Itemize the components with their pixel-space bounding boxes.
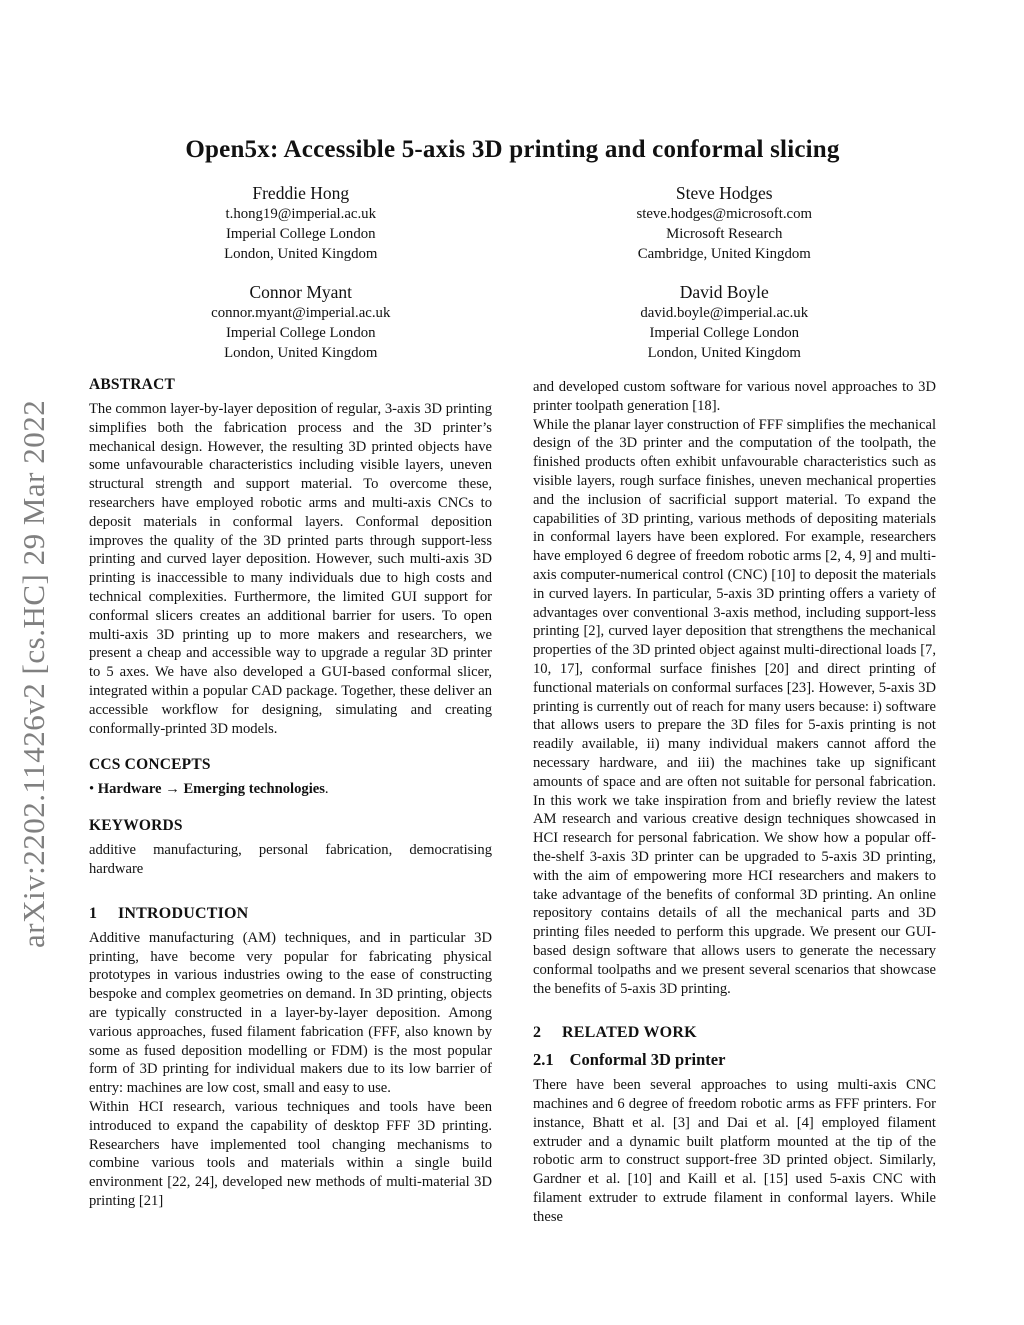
- author-location: London, United Kingdom: [647, 345, 801, 361]
- subsection-number: 2.1: [533, 1050, 554, 1070]
- author-email: t.hong19@imperial.ac.uk: [225, 206, 376, 222]
- keywords-text: additive manufacturing, personal fabrication, democratising hardware: [89, 842, 492, 877]
- subsection-heading-conformal-3d-printer: [533, 1050, 936, 1070]
- ccs-concept: Emerging technologies: [183, 781, 325, 798]
- authors-block: [89, 182, 936, 363]
- paper-page: [89, 0, 936, 1227]
- section-heading-related-work: [533, 1024, 936, 1042]
- author-block-david-boyle: [513, 281, 937, 363]
- section-number: 2: [533, 1024, 542, 1042]
- section-title: RELATED WORK: [562, 1024, 697, 1042]
- author-name: Steve Hodges: [675, 183, 773, 203]
- related-work-paragraph: There have been several approaches to using multi-axis CNC machines and 6 degree of freedom robotic arms as FFF printers. For instance, Bhatt et al. [3] and Dai et al. [4] employed filament extruder and a dynamic built platform mounted at the tip of the robotic arm to construct support-free 3D printed object. Similarly, Gardner et al. [10] and Kaill et al. [15] used 5-axis CNC with filament extruder to extrude filament in conformal layers. While these: [533, 1077, 936, 1225]
- arxiv-watermark: arXiv:2202.11426v2 [cs.HC] 29 Mar 2022: [16, 399, 51, 948]
- intro-paragraph-2: Within HCI research, various techniques and tools have been introduced to expand the capability of desktop FFF 3D printing. Researchers have implemented tool changing mechanisms to combine various tools and materials within a single build environment [22, 24], developed new methods of multi-material 3D printing [21]: [89, 1098, 492, 1209]
- author-location: London, United Kingdom: [224, 345, 378, 361]
- author-block-connor-myant: [89, 281, 513, 363]
- author-name: Connor Myant: [249, 282, 353, 302]
- paper-title: Open5x: Accessible 5-axis 3D printing and conformal slicing: [185, 136, 840, 163]
- author-affiliation: Microsoft Research: [666, 226, 783, 242]
- author-name: David Boyle: [679, 282, 769, 302]
- author-block-freddie-hong: [89, 182, 513, 264]
- two-column-body: [89, 376, 936, 1227]
- intro-paragraph-1: Additive manufacturing (AM) techniques, and in particular 3D printing, have become very popular for fabricating physical prototypes in various industries owing to the ease of constructing bespoke and complex geometries on demand. In 3D printing, objects are typically constructed in a layer-by-layer deposition. Among various approaches, fused filament fabrication (FFF, also known by some as fused deposition modelling or FDM) is the most popular form of 3D printing for individual makers due to its low barrier of entry: machines are low cost, small and easy to use.: [89, 929, 492, 1097]
- author-email: connor.myant@imperial.ac.uk: [211, 305, 391, 321]
- subsection-title: Conformal 3D printer: [569, 1050, 726, 1070]
- right-column: [533, 376, 936, 1227]
- ccs-period: .: [324, 781, 329, 798]
- author-affiliation: Imperial College London: [225, 325, 376, 341]
- section-title: INTRODUCTION: [118, 904, 249, 922]
- continued-paragraph: and developed custom software for various novel approaches to 3D printer toolpath generation [18].: [533, 379, 936, 414]
- abstract-text: The common layer-by-layer deposition of regular, 3-axis 3D printing simplifies both the fabrication process and the 3D printer’s mechanical design. However, the resulting 3D printed objects have some unfavourable characteristics including visible layers, uneven structural strength and support material. To overcome these, researchers have employed robotic arms and multi-axis CNCs to deposit materials in conformal layers. Conformal deposition improves the quality of the 3D printed parts through support-less printing and curved layer deposition. However, such multi-axis 3D printing is inaccessible to many individuals due to high costs and technical complexities. Furthermore, the limited GUI support for conformal slicers creates an additional barrier for users. To open multi-axis 3D printing up to more makers and researchers, we present a cheap and accessible way to upgrade a regular 3D printer to 5 axes. We have also developed a GUI-based conformal slicer, integrated within a popular CAD package. Together, these deliver an accessible workflow for designing, simulating and creating conformally-printed 3D models.: [89, 401, 492, 737]
- author-block-steve-hodges: [513, 182, 937, 264]
- section-heading-introduction: [89, 905, 492, 923]
- author-email: david.boyle@imperial.ac.uk: [640, 305, 809, 321]
- author-affiliation: Imperial College London: [225, 226, 376, 242]
- ccs-category: Hardware: [97, 781, 162, 798]
- author-location: Cambridge, United Kingdom: [637, 246, 811, 262]
- ccs-bullet: •: [89, 781, 95, 798]
- author-email: steve.hodges@microsoft.com: [636, 206, 813, 222]
- left-column: [89, 376, 492, 1227]
- author-affiliation: Imperial College London: [649, 325, 800, 341]
- keywords-heading: KEYWORDS: [89, 817, 183, 835]
- abstract-heading: ABSTRACT: [89, 376, 176, 393]
- ccs-arrow: →: [165, 781, 180, 798]
- ccs-concepts-heading: CCS CONCEPTS: [89, 756, 211, 774]
- fff-discussion-paragraph: While the planar layer construction of FFF simplifies the mechanical design of the 3D printer and the computation of the toolpath, the finished products often exhibit unfavourable characteristics such as visible layers, rough surface finishes, uneven mechanical properties and the inclusion of sacrificial support material. To expand the capabilities of 3D printing, various methods of depositing materials in conformal layers have been explored. For example, researchers have employed 6 degree of freedom robotic arms [2, 4, 9] and multi-axis computer-numerical control (CNC) [10] to deposit the materials in curved layers. In particular, 5-axis 3D printing offers a variety of advantages over conventional 3-axis method, including support-less printing [2], curved layer deposition that strengthens the mechanical properties of the 3D printed object against multi-directional loads [7, 10, 17], conformal surface finishes [20] and direct printing of functional materials on conformal surfaces [23]. However, 5-axis 3D printing is currently out of reach for many users because: i) software that allows users to prepare the 3D files for 5-axis printing is not readily available, ii) many individual makers cannot afford the necessary hardware, and iii) the machines take up significant amounts of space and are often not suitable for personal fabrication. In this work we take inspiration from and briefly review the latest AM research and various creative design techniques showcased in HCI research for personal fabrication. We show how a popular off-the-shelf 3-axis 3D printer can be upgraded to 5-axis 3D printing, with the aim of empowering more HCI researchers and makers to take advantage of the benefits of conformal 3D printing. An online repository contains details of all the mechanical parts and 3D printing files needed to perform this upgrade. We present our GUI-based design software that allows users to generate the necessary conformal toolpaths and we present several scenarios that showcase the benefits of 5-axis 3D printing.: [533, 416, 936, 997]
- section-number: 1: [89, 904, 98, 922]
- ccs-concepts-line: [89, 780, 492, 799]
- author-location: London, United Kingdom: [224, 246, 378, 262]
- author-name: Freddie Hong: [252, 183, 350, 203]
